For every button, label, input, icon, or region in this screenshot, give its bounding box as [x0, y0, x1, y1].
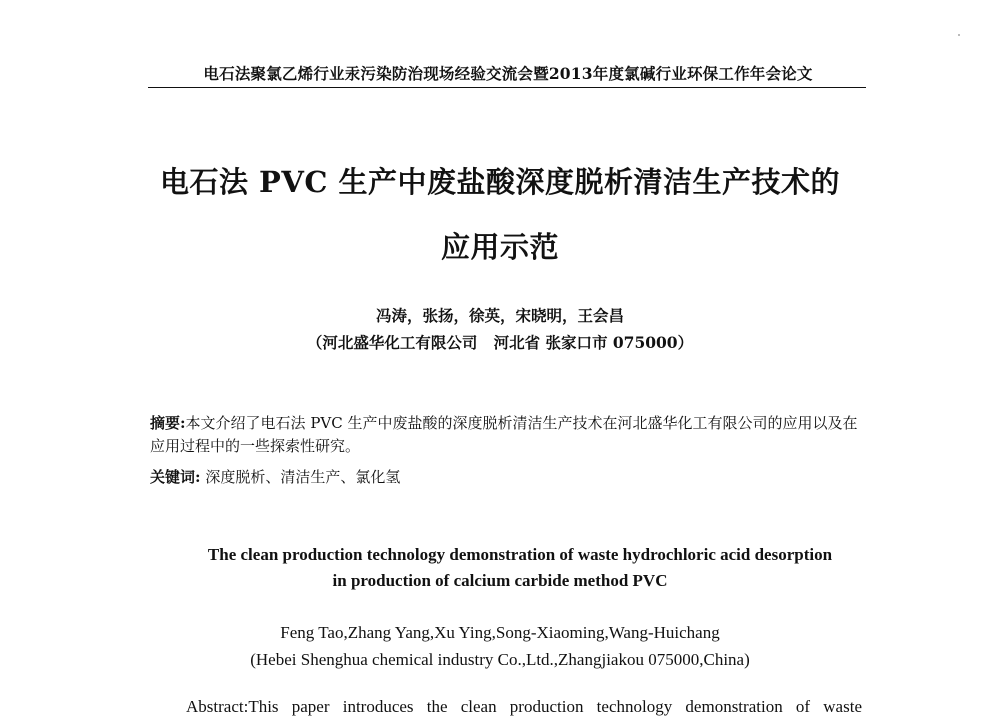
abstract-chinese-label: 摘要:	[150, 414, 186, 432]
running-header: 电石法聚氯乙烯行业汞污染防治现场经验交流会暨2013年度氯碱行业环保工作年会论文	[203, 64, 813, 83]
keywords-chinese	[150, 466, 870, 489]
header-rule	[148, 87, 866, 88]
abstract-english-start: Abstract:This paper introduces the clean production technology demonstration of waste	[186, 697, 862, 716]
authors-chinese: 冯涛，张扬，徐英，宋晓明，王会昌	[375, 306, 624, 325]
keywords-chinese-text: 深度脱析、清洁生产、氯化氢	[200, 468, 401, 486]
scan-speck	[958, 34, 960, 36]
authors-english: Feng Tao,Zhang Yang,Xu Ying,Song-Xiaoming,Wang-Huichang	[280, 623, 720, 642]
paper-title-line-2: 应用示范	[440, 230, 559, 264]
english-title-line-1: The clean production technology demonstration of waste hydrochloric acid desorption	[207, 545, 833, 564]
abstract-chinese	[150, 412, 870, 458]
affiliation-english: (Hebei Shenghua chemical industry Co.,Ltd.,Zhangjiakou 075000,China)	[250, 650, 750, 669]
affiliation-chinese: （河北盛华化工有限公司 河北省 张家口市 075000）	[306, 333, 694, 352]
english-title-line-2: in production of calcium carbide method PVC	[332, 571, 668, 590]
keywords-chinese-label: 关键词:	[150, 468, 201, 486]
paper-title-line-1: 电石法 PVC 生产中废盐酸深度脱析清洁生产技术的	[159, 165, 841, 199]
abstract-chinese-text: 本文介绍了电石法 PVC 生产中废盐酸的深度脱析清洁生产技术在河北盛华化工有限公司的应用以及在应用过程中的一些探索性研究。	[150, 414, 858, 455]
